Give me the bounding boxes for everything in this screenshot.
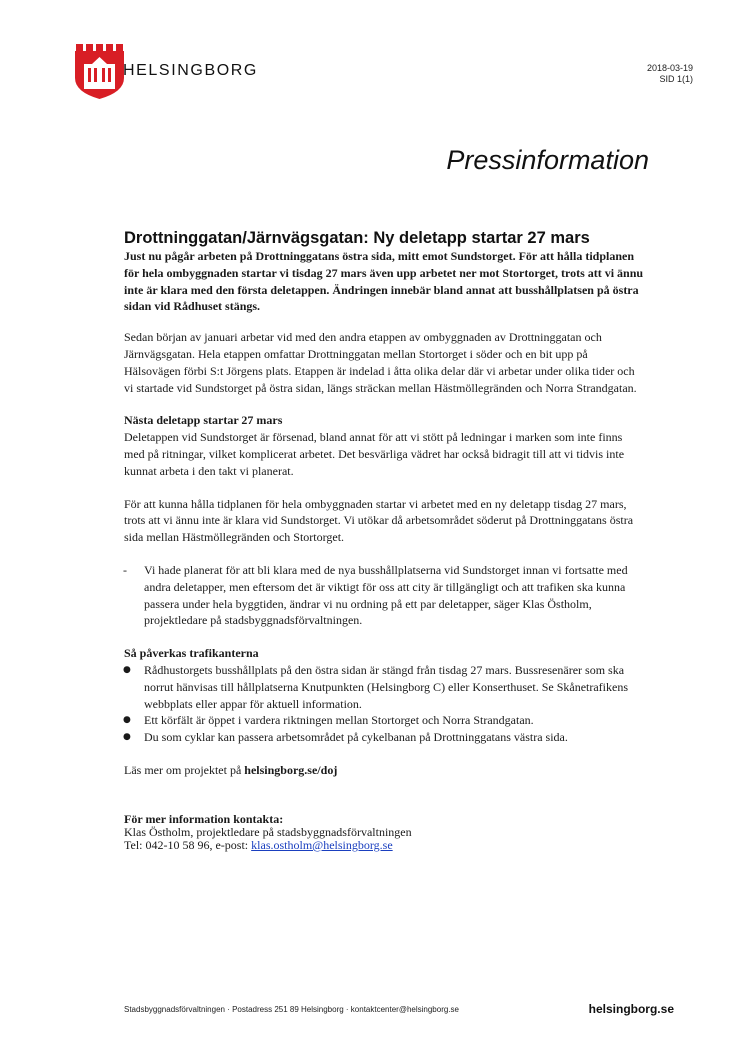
subheading-traffic: Så påverkas trafikanterna bbox=[124, 646, 259, 661]
list-item-text: Du som cyklar kan passera arbetsområdet på cykelbanan på Drottninggatans västra sida. bbox=[144, 730, 568, 745]
list-item-text: Ett körfält är öppet i vardera riktningen mellan Stortorget och Norra Strandgatan. bbox=[144, 713, 534, 728]
list-item bbox=[124, 729, 644, 746]
document-meta bbox=[647, 63, 693, 85]
dash-marker: - bbox=[123, 562, 127, 577]
contact-block bbox=[124, 813, 644, 852]
read-more-line bbox=[124, 762, 644, 779]
document-date: 2018-03-19 bbox=[646, 63, 693, 73]
page-number: SID 1(1) bbox=[659, 74, 693, 84]
read-more-link[interactable]: helsingborg.se/doj bbox=[244, 762, 338, 777]
contact-tel: Tel: 042-10 58 96, e-post: bbox=[124, 837, 252, 852]
subheading-next-phase: Nästa deletapp startar 27 mars bbox=[124, 413, 283, 428]
traffic-bullet-list bbox=[124, 662, 644, 746]
bullet-icon: ● bbox=[123, 732, 131, 743]
contact-tel-line bbox=[124, 839, 644, 852]
brand-name: HELSINGBORG bbox=[123, 62, 258, 79]
footer-address: Stadsbyggnadsförvaltningen · Postadress 251 89 Helsingborg · kontaktcenter@helsingborg.se bbox=[124, 1005, 459, 1014]
quote-text: Vi hade planerat för att bli klara med de nya busshållplatserna vid Sundstorget innan vi fortsatte med andra deletapper, men eftersom det är viktigt för oss att city är tillgängligt och att trafiken ska kunna passera under hela byggtiden, ändrar vi nu ordning på ett par deletapper, säger Klas Östholm, projektledare på stadsbyggnadsförvaltningen. bbox=[144, 562, 628, 628]
crown-emblem-icon bbox=[75, 44, 124, 99]
contact-email-link[interactable]: klas.ostholm@helsingborg.se bbox=[251, 837, 393, 852]
paragraph-1: Sedan början av januari arbetar vid med den andra etappen av ombyggnaden av Drottninggatan och Järnvägsgatan. Hela etappen omfattar Drottninggatan mellan Stortorget i söder och en bit upp på Hälsovägen förbi S:t Jörgens plats. Etappen är indelad i åtta olika delar där vi arbetar under olika tider och vi startade vid Sundstorget på östra sidan, längs sträckan mellan Hästmöllegränden och Norra Strandgatan. bbox=[124, 330, 637, 395]
list-item bbox=[124, 662, 644, 712]
contact-name: Klas Östholm, projektledare på stadsbyggnadsförvaltningen bbox=[124, 824, 412, 839]
document-type-title: Pressinformation bbox=[446, 145, 649, 175]
paragraph-3: För att kunna hålla tidplanen för hela ombyggnaden startar vi arbetet med en ny deletapp tisdag 27 mars, trots att vi ännu inte är klara vid Sundstorget. Vi utökar då arbetsområdet söderut på Drottninggatans östra sida mellan Hästmöllegränden och Stortorget. bbox=[124, 496, 634, 545]
contact-heading: För mer information kontakta: bbox=[124, 811, 284, 826]
paragraph-2: Deletappen vid Sundstorget är försenad, bland annat för att vi stött på ledningar i marken som inte finns med på ritningar, vilket komplicerat arbetet. Det besvärliga vädret har också bidragit till att vi tidvis inte kunnat arbeta i den takt vi planerat. bbox=[124, 430, 625, 478]
article-headline: Drottninggatan/Järnvägsgatan: Ny deletapp startar 27 mars bbox=[124, 229, 590, 247]
bullet-icon: ● bbox=[123, 715, 131, 726]
footer-website[interactable]: helsingborg.se bbox=[588, 1002, 674, 1016]
bullet-icon: ● bbox=[123, 664, 131, 675]
list-item-text: Rådhustorgets busshållplats på den östra sidan är stängd från tisdag 27 mars. Bussresenärer som ska norrut hänvisas till hållplatserna Knutpunkten (Helsingborg C) eller Konserthuset. Se Skånetrafikens webbplats eller appar för aktuell information. bbox=[144, 662, 629, 711]
list-item bbox=[124, 712, 644, 729]
article-body bbox=[124, 228, 644, 852]
article-lead: Just nu pågår arbeten på Drottninggatans östra sida, mitt emot Sundstorget. För att hålla tidplanen för hela ombyggnaden startar vi tisdag 27 mars även upp arbetet ner mot Stortorget, trots att vi ännu inte är klara med den första deletappen. Ändringen innebär bland annat att busshållplatsen på östra sidan vid Rådhuset stängs. bbox=[124, 249, 644, 314]
quote-item bbox=[124, 562, 644, 629]
read-more-text: Läs mer om projektet på bbox=[124, 762, 245, 777]
